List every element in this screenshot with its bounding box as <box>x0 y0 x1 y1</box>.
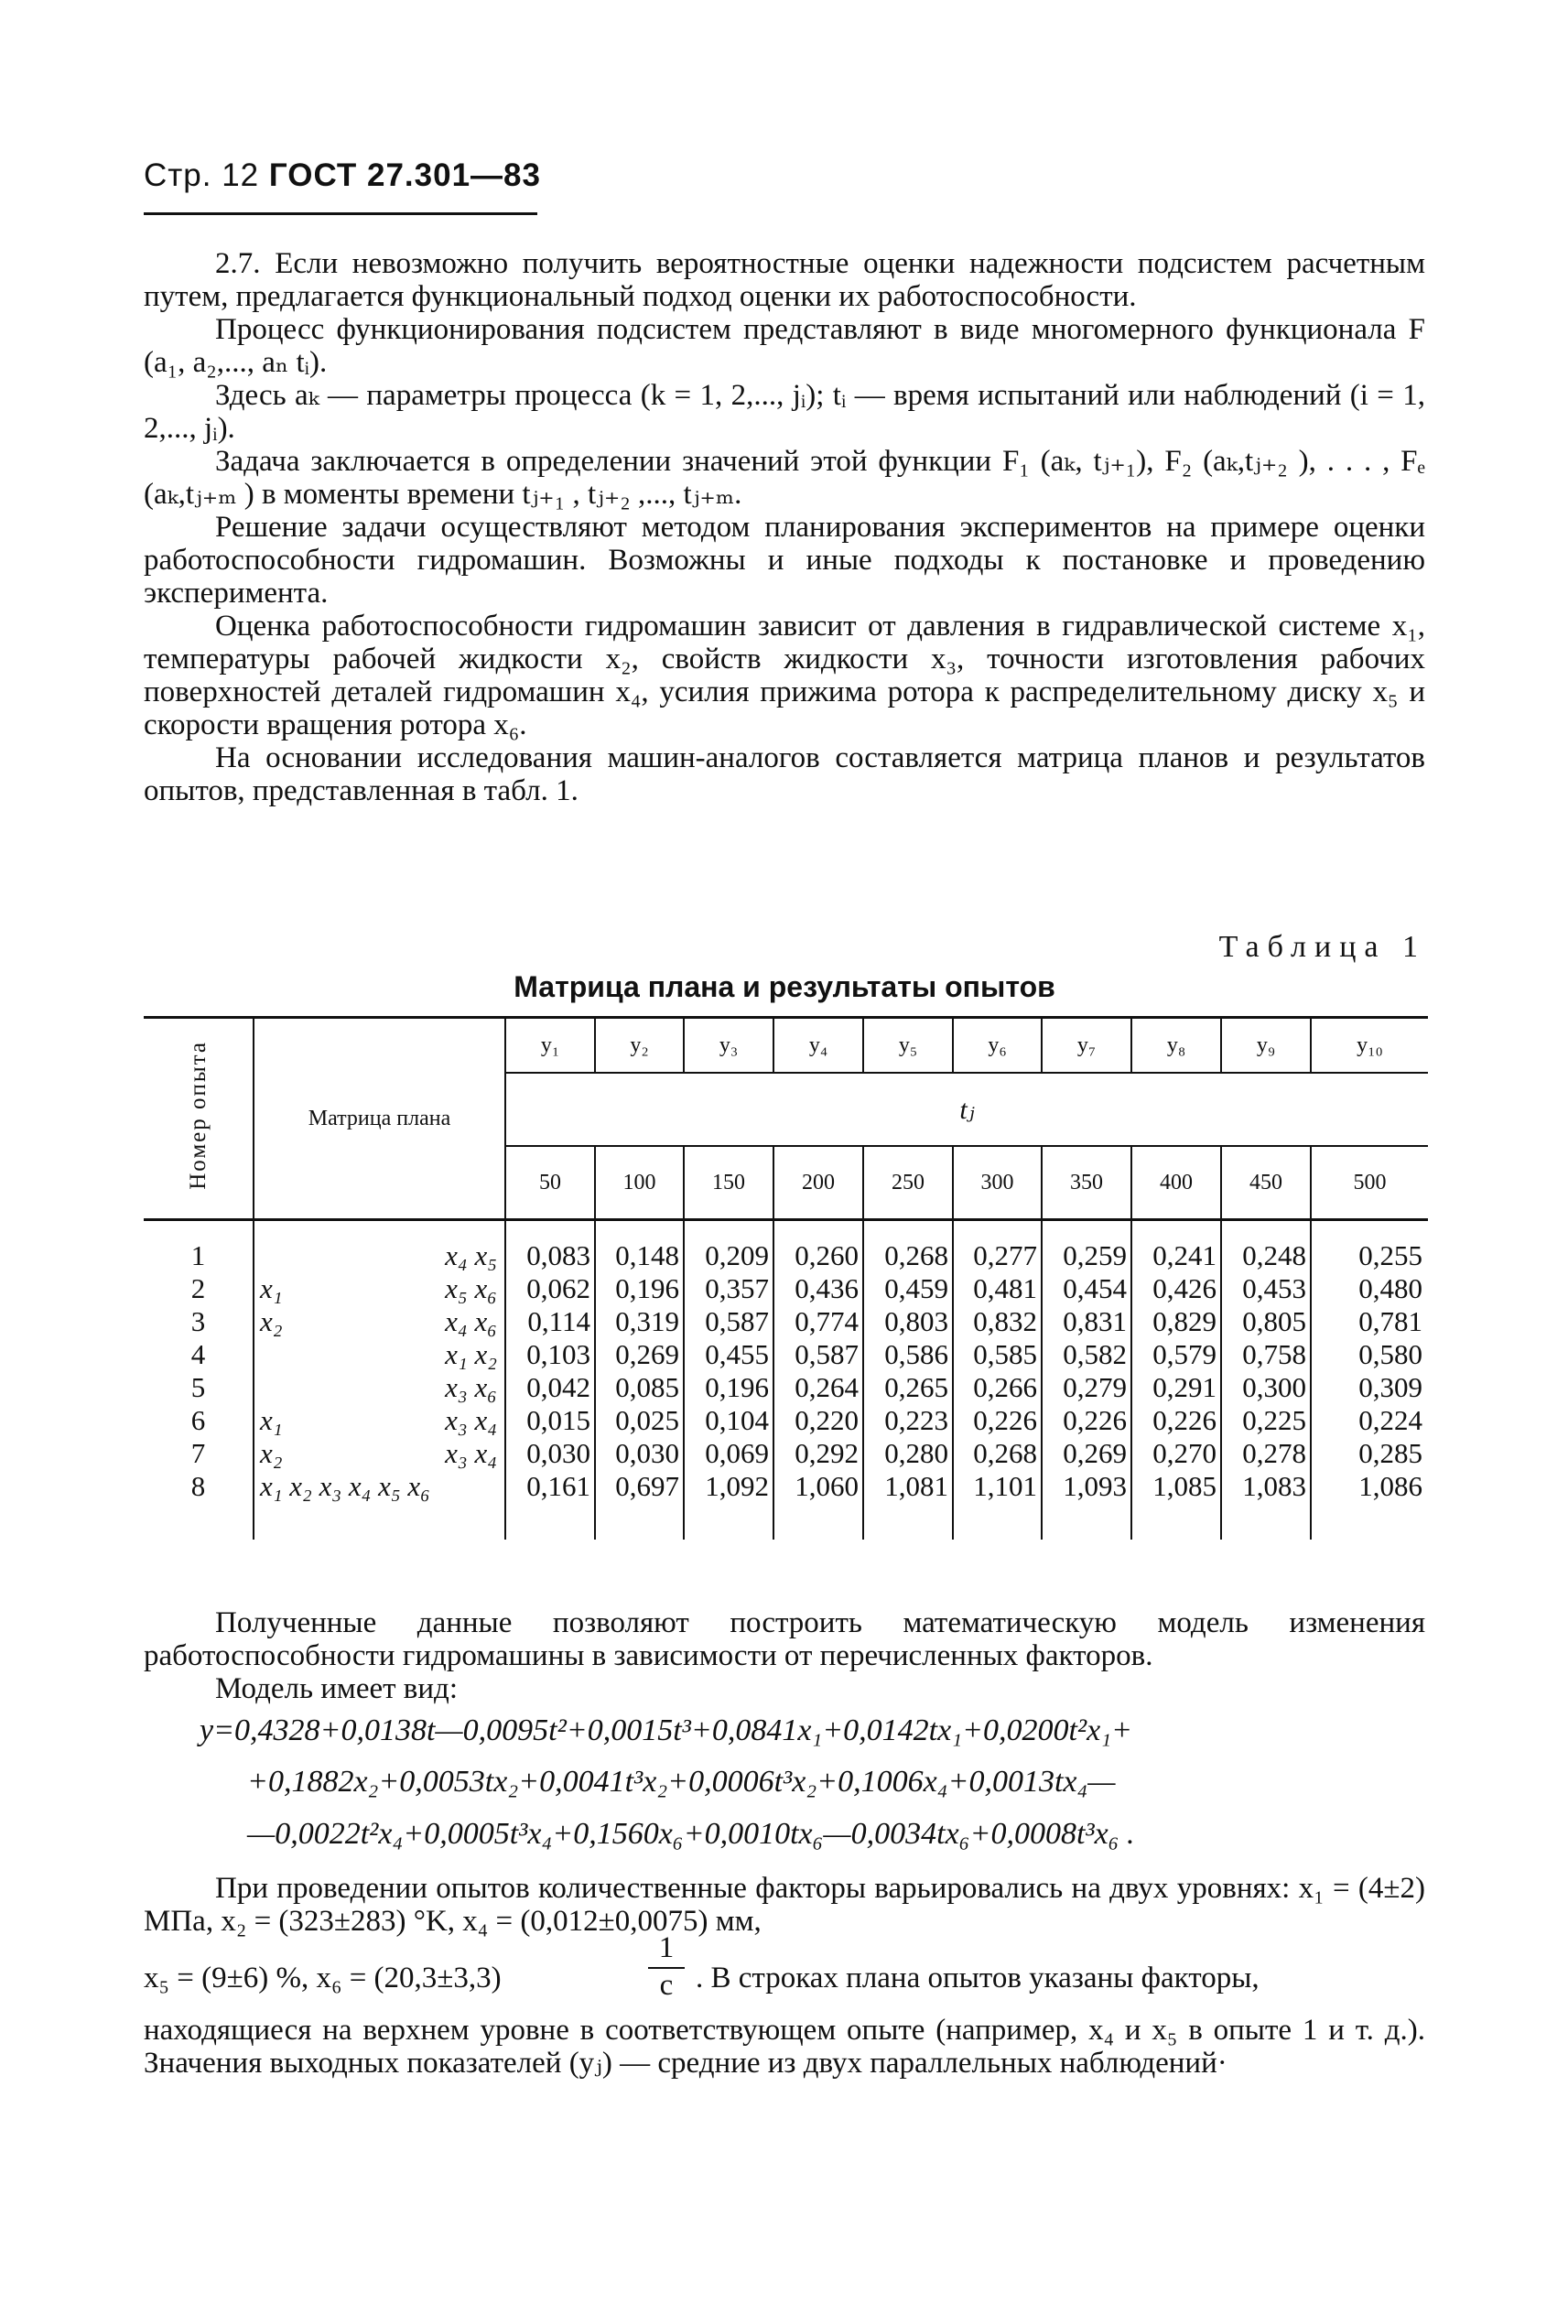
value-cell: 0,587 <box>773 1338 863 1371</box>
value-cell: 0,805 <box>1221 1305 1311 1338</box>
value-cell: 0,781 <box>1311 1305 1428 1338</box>
value-cell: 0,042 <box>505 1371 595 1404</box>
value-cell: 0,259 <box>1042 1220 1131 1273</box>
value-cell: 0,062 <box>505 1272 595 1305</box>
paragraph-part: . В строках плана опытов указаны факторы, <box>696 1962 1260 1994</box>
value-cell: 0,224 <box>1311 1404 1428 1437</box>
y-header: y₂ <box>595 1018 684 1074</box>
plan-right-factors: x₄ x₅ <box>445 1239 497 1271</box>
plan-left-factors: x₁ <box>260 1272 283 1304</box>
y-header: y₅ <box>863 1018 953 1074</box>
paragraph: Оценка работоспособности гидромашин зависит от давления в гидравлической системе x₁, температуры рабочей жидкости x₂, свойств жидкости x₃, точности изготовления рабочих поверхностей деталей гидромашин x₄, усилия прижима ротора к распределительному диску x₅ и скорости вращения ротора x₆. <box>144 610 1425 741</box>
paragraph: 2.7. Если невозможно получить вероятностные оценки надежности подсистем расчетным путем, предлагается функциональный подход оценки их работоспособности. <box>144 247 1425 313</box>
value-cell: 1,085 <box>1131 1470 1221 1540</box>
value-cell: 0,269 <box>1042 1437 1131 1470</box>
value-cell: 0,030 <box>595 1437 684 1470</box>
plan-cell <box>254 1404 505 1437</box>
value-cell: 0,148 <box>595 1220 684 1273</box>
value-cell: 0,241 <box>1131 1220 1221 1273</box>
value-cell: 0,697 <box>595 1470 684 1540</box>
value-cell: 0,278 <box>1221 1437 1311 1470</box>
value-cell: 0,279 <box>1042 1371 1131 1404</box>
plan-matrix-table <box>144 1016 1428 1540</box>
value-cell: 1,093 <box>1042 1470 1131 1540</box>
y-header: y₁ <box>505 1018 595 1074</box>
plan-right-factors: x₁ x₂ <box>445 1338 497 1370</box>
row-number: 8 <box>190 1470 206 1502</box>
t-value: 200 <box>773 1146 863 1220</box>
value-cell: 0,103 <box>505 1338 595 1371</box>
y-header: y₆ <box>953 1018 1042 1074</box>
value-cell: 0,426 <box>1131 1272 1221 1305</box>
t-value: 150 <box>684 1146 773 1220</box>
equation-line: y=0,4328+0,0138t—0,0095t²+0,0015t³+0,0841x₁+0,0142tx₁+0,0200t²x₁+ <box>200 1713 1132 1747</box>
y-header: y₉ <box>1221 1018 1311 1074</box>
value-cell: 0,260 <box>773 1220 863 1273</box>
plan-cell <box>254 1305 505 1338</box>
value-cell: 0,161 <box>505 1470 595 1540</box>
value-cell: 0,268 <box>953 1437 1042 1470</box>
value-cell: 0,832 <box>953 1305 1042 1338</box>
table-row <box>144 1338 1428 1371</box>
page-header <box>144 157 541 194</box>
y-header: y₇ <box>1042 1018 1131 1074</box>
t-header: tⱼ <box>505 1073 1428 1146</box>
value-cell: 0,587 <box>684 1305 773 1338</box>
value-cell: 1,081 <box>863 1470 953 1540</box>
value-cell: 0,226 <box>953 1404 1042 1437</box>
value-cell: 0,831 <box>1042 1305 1131 1338</box>
plan-cell <box>254 1437 505 1470</box>
value-cell: 0,481 <box>953 1272 1042 1305</box>
value-cell: 0,085 <box>595 1371 684 1404</box>
value-cell: 0,582 <box>1042 1338 1131 1371</box>
value-cell: 0,459 <box>863 1272 953 1305</box>
value-cell: 0,480 <box>1311 1272 1428 1305</box>
standard-number: ГОСТ 27.301—83 <box>268 157 541 193</box>
value-cell: 0,300 <box>1221 1371 1311 1404</box>
plan-right-factors: x₄ x₆ <box>445 1305 497 1337</box>
value-cell: 0,248 <box>1221 1220 1311 1273</box>
value-cell: 0,268 <box>863 1220 953 1273</box>
value-cell: 0,266 <box>953 1371 1042 1404</box>
paragraph: Процесс функционирования подсистем представляют в виде многомерного функционала F (a₁, a₂,..., aₙ tᵢ). <box>144 313 1425 379</box>
table-caption: Таблица 1 <box>1218 930 1426 964</box>
section-text <box>144 247 1425 807</box>
value-cell: 0,758 <box>1221 1338 1311 1371</box>
plan-left-factors: x₁ x₂ x₃ x₄ x₅ x₆ <box>260 1470 430 1502</box>
col-header-number: Номер опыта <box>144 1018 254 1220</box>
plan-right-factors: x₅ x₆ <box>445 1272 497 1304</box>
plan-left-factors: x₂ <box>260 1437 283 1469</box>
value-cell: 1,101 <box>953 1470 1042 1540</box>
t-value: 500 <box>1311 1146 1428 1220</box>
paragraph: Здесь aₖ — параметры процесса (k = 1, 2,..., jᵢ); tᵢ — время испытаний или наблюдений (i = 1, 2,..., jᵢ). <box>144 379 1425 445</box>
row-number: 7 <box>190 1437 206 1469</box>
value-cell: 0,265 <box>863 1371 953 1404</box>
value-cell: 0,226 <box>1042 1404 1131 1437</box>
after-text-5 <box>144 2014 1425 2080</box>
value-cell: 0,226 <box>1131 1404 1221 1437</box>
plan-cell <box>254 1338 505 1371</box>
value-cell: 0,255 <box>1311 1220 1428 1273</box>
y-header: y₃ <box>684 1018 773 1074</box>
table-row <box>144 1371 1428 1404</box>
value-cell: 0,015 <box>505 1404 595 1437</box>
value-cell: 0,104 <box>684 1404 773 1437</box>
value-cell: 0,220 <box>773 1404 863 1437</box>
value-cell: 0,269 <box>595 1338 684 1371</box>
value-cell: 0,196 <box>684 1371 773 1404</box>
plan-right-factors: x₃ x₄ <box>445 1404 497 1436</box>
value-cell: 0,453 <box>1221 1272 1311 1305</box>
t-value: 350 <box>1042 1146 1131 1220</box>
value-cell: 0,280 <box>863 1437 953 1470</box>
after-text-2 <box>144 1872 1425 1938</box>
value-cell: 0,025 <box>595 1404 684 1437</box>
row-number: 6 <box>190 1404 206 1436</box>
value-cell: 0,030 <box>505 1437 595 1470</box>
value-cell: 0,436 <box>773 1272 863 1305</box>
value-cell: 0,270 <box>1131 1437 1221 1470</box>
value-cell: 1,086 <box>1311 1470 1428 1540</box>
value-cell: 0,225 <box>1221 1404 1311 1437</box>
row-number: 5 <box>190 1371 206 1403</box>
value-cell: 0,774 <box>773 1305 863 1338</box>
t-value: 450 <box>1221 1146 1311 1220</box>
plan-right-factors: x₃ x₆ <box>445 1371 497 1403</box>
paragraph: Полученные данные позволяют построить математическую модель изменения работоспособности гидромашины в зависимости от перечисленных факторов. <box>144 1606 1425 1672</box>
value-cell: 0,291 <box>1131 1371 1221 1404</box>
y-header: y₄ <box>773 1018 863 1074</box>
value-cell: 0,454 <box>1042 1272 1131 1305</box>
plan-left-factors: x₂ <box>260 1305 283 1337</box>
table-row <box>144 1404 1428 1437</box>
plan-right-factors: x₃ x₄ <box>445 1437 497 1469</box>
equation-line: +0,1882x₂+0,0053tx₂+0,0041t³x₂+0,0006t³x₂+0,1006x₄+0,0013tx₄— <box>247 1765 1116 1799</box>
value-cell: 0,069 <box>684 1437 773 1470</box>
value-cell: 0,319 <box>595 1305 684 1338</box>
paragraph: Решение задачи осуществляют методом планирования экспериментов на примере оценки работоспособности гидромашин. Возможны и иные подходы к постановке и проведению эксперимента. <box>144 511 1425 610</box>
t-value: 100 <box>595 1146 684 1220</box>
paragraph: На основании исследования машин-аналогов составляется матрица планов и результатов опытов, представленная в табл. 1. <box>144 741 1425 807</box>
plan-cell <box>254 1220 505 1273</box>
header-rule <box>144 212 537 215</box>
fraction-denominator: с <box>648 1967 685 2003</box>
plan-cell <box>254 1470 505 1540</box>
value-cell: 0,586 <box>863 1338 953 1371</box>
value-cell: 0,585 <box>953 1338 1042 1371</box>
value-cell: 0,223 <box>863 1404 953 1437</box>
y-header: y₈ <box>1131 1018 1221 1074</box>
value-cell: 0,292 <box>773 1437 863 1470</box>
row-number: 2 <box>190 1272 206 1304</box>
value-cell: 0,264 <box>773 1371 863 1404</box>
value-cell: 0,209 <box>684 1220 773 1273</box>
table-title: Матрица плана и результаты опытов <box>514 970 1055 1003</box>
fraction-numerator: 1 <box>658 1931 675 1964</box>
value-cell: 0,579 <box>1131 1338 1221 1371</box>
row-number: 4 <box>190 1338 206 1370</box>
col-header-plan: Матрица плана <box>254 1018 505 1220</box>
value-cell: 0,114 <box>505 1305 595 1338</box>
paragraph: Задача заключается в определении значений этой функции F₁ (aₖ, tⱼ₊₁), F₂ (aₖ,tⱼ₊₂ ), . . . , Fₑ (aₖ,tⱼ₊ₘ ) в моменты времени tⱼ₊₁ , tⱼ₊₂ ,..., tⱼ₊ₘ. <box>144 445 1425 511</box>
t-value: 250 <box>863 1146 953 1220</box>
plan-cell <box>254 1272 505 1305</box>
t-value: 400 <box>1131 1146 1221 1220</box>
value-cell: 0,083 <box>505 1220 595 1273</box>
value-cell: 0,580 <box>1311 1338 1428 1371</box>
paragraph-part: x₅ = (9±6) %, x₆ = (20,3±3,3) <box>144 1962 502 1994</box>
value-cell: 0,309 <box>1311 1371 1428 1404</box>
t-value: 300 <box>953 1146 1042 1220</box>
value-cell: 0,829 <box>1131 1305 1221 1338</box>
table-row <box>144 1305 1428 1338</box>
fraction-unit <box>648 1931 685 2003</box>
table-row <box>144 1272 1428 1305</box>
value-cell: 0,357 <box>684 1272 773 1305</box>
paragraph: находящиеся на верхнем уровне в соответствующем опыте (например, x₄ и x₅ в опыте 1 и т. д.). Значения выходных показателей (yⱼ) — средние из двух параллельных наблюдений· <box>144 2014 1425 2080</box>
value-cell: 0,455 <box>684 1338 773 1371</box>
page-number: Стр. 12 <box>144 157 260 193</box>
table-row <box>144 1220 1428 1273</box>
equation-line: —0,0022t²x₄+0,0005t³x₄+0,1560x₆+0,0010tx₆—0,0034tx₆+0,0008t³x₆ . <box>247 1817 1135 1851</box>
t-value: 50 <box>505 1146 595 1220</box>
after-text <box>144 1606 1425 1705</box>
row-number: 1 <box>190 1239 206 1271</box>
y-header: y₁₀ <box>1311 1018 1428 1074</box>
after-text-4 <box>696 1962 1425 1994</box>
value-cell: 0,196 <box>595 1272 684 1305</box>
plan-left-factors: x₁ <box>260 1404 283 1436</box>
table-row <box>144 1470 1428 1540</box>
row-number: 3 <box>190 1305 206 1337</box>
value-cell: 1,060 <box>773 1470 863 1540</box>
value-cell: 1,083 <box>1221 1470 1311 1540</box>
value-cell: 1,092 <box>684 1470 773 1540</box>
table-row <box>144 1437 1428 1470</box>
value-cell: 0,803 <box>863 1305 953 1338</box>
plan-cell <box>254 1371 505 1404</box>
paragraph: Модель имеет вид: <box>215 1672 458 1705</box>
value-cell: 0,285 <box>1311 1437 1428 1470</box>
paragraph: При проведении опытов количественные факторы варьировались на двух уровнях: x₁ = (4±2) МПа, x₂ = (323±283) °K, x₄ = (0,012±0,0075) мм, <box>144 1872 1425 1938</box>
value-cell: 0,277 <box>953 1220 1042 1273</box>
